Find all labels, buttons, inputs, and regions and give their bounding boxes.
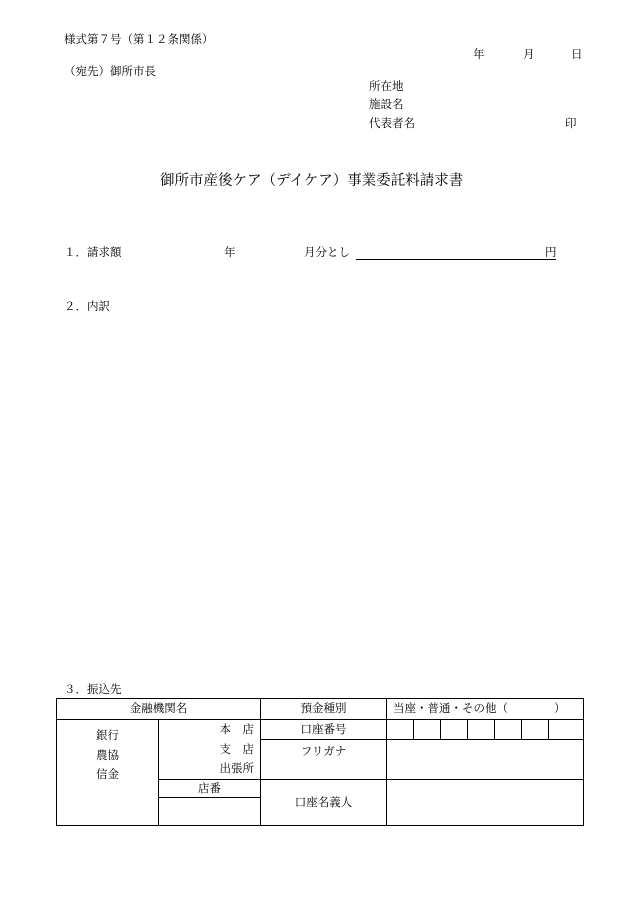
section1-label: １．請求額: [64, 245, 122, 259]
institution-header: 金融機関名: [57, 699, 261, 720]
account-digit-6[interactable]: [522, 720, 549, 740]
date-day-label: 日: [571, 47, 583, 61]
account-holder-label: 口座名義人: [261, 780, 387, 826]
seal-mark: 印: [565, 116, 577, 130]
account-digit-5[interactable]: [495, 720, 522, 740]
account-digit-7[interactable]: [549, 720, 584, 740]
furigana-input[interactable]: [387, 740, 584, 780]
section2-label: ２．内訳: [64, 299, 110, 313]
institution-type-ja: 農協: [96, 747, 119, 762]
furigana-label: フリガナ: [261, 740, 387, 780]
deposit-type-options[interactable]: 当座・普通・その他（ ）: [387, 699, 584, 720]
section1-month-suffix: 月分とし: [304, 245, 350, 259]
facility-label: 施設名: [369, 97, 404, 111]
section3-label: ３．振込先: [64, 682, 122, 696]
representative-label: 代表者名: [369, 116, 415, 130]
address-label: 所在地: [369, 79, 404, 93]
bank-transfer-table: [56, 698, 584, 826]
section1-year: 年: [224, 245, 236, 259]
deposit-type-header: 預金種別: [261, 699, 387, 720]
institution-name-cell[interactable]: [57, 720, 159, 826]
account-digit-1[interactable]: [387, 720, 414, 740]
branch-type-cell: [159, 740, 261, 780]
account-digit-2[interactable]: [414, 720, 441, 740]
date-year-label: 年: [473, 47, 485, 61]
institution-type-bank: 銀行: [96, 728, 119, 742]
amount-input-line[interactable]: [356, 259, 556, 260]
branch-type-branch: 支 店: [219, 741, 254, 756]
branch-type-main: 本 店: [159, 720, 261, 740]
account-number-label: 口座番号: [261, 720, 387, 740]
account-digit-3[interactable]: [441, 720, 468, 740]
branch-type-office: 出張所: [219, 761, 254, 775]
document-title: 御所市産後ケア（デイケア）事業委託料請求書: [160, 173, 464, 189]
date-month-label: 月: [523, 47, 535, 61]
account-holder-input[interactable]: [387, 780, 584, 826]
branch-number-label: 店番: [159, 780, 261, 798]
section1-currency: 円: [545, 245, 557, 259]
addressee: （宛先）御所市長: [64, 64, 156, 78]
account-digit-4[interactable]: [468, 720, 495, 740]
form-number: 様式第７号（第１２条関係）: [64, 32, 214, 46]
branch-number-input[interactable]: [159, 798, 261, 826]
institution-type-shinkin: 信金: [96, 767, 119, 781]
